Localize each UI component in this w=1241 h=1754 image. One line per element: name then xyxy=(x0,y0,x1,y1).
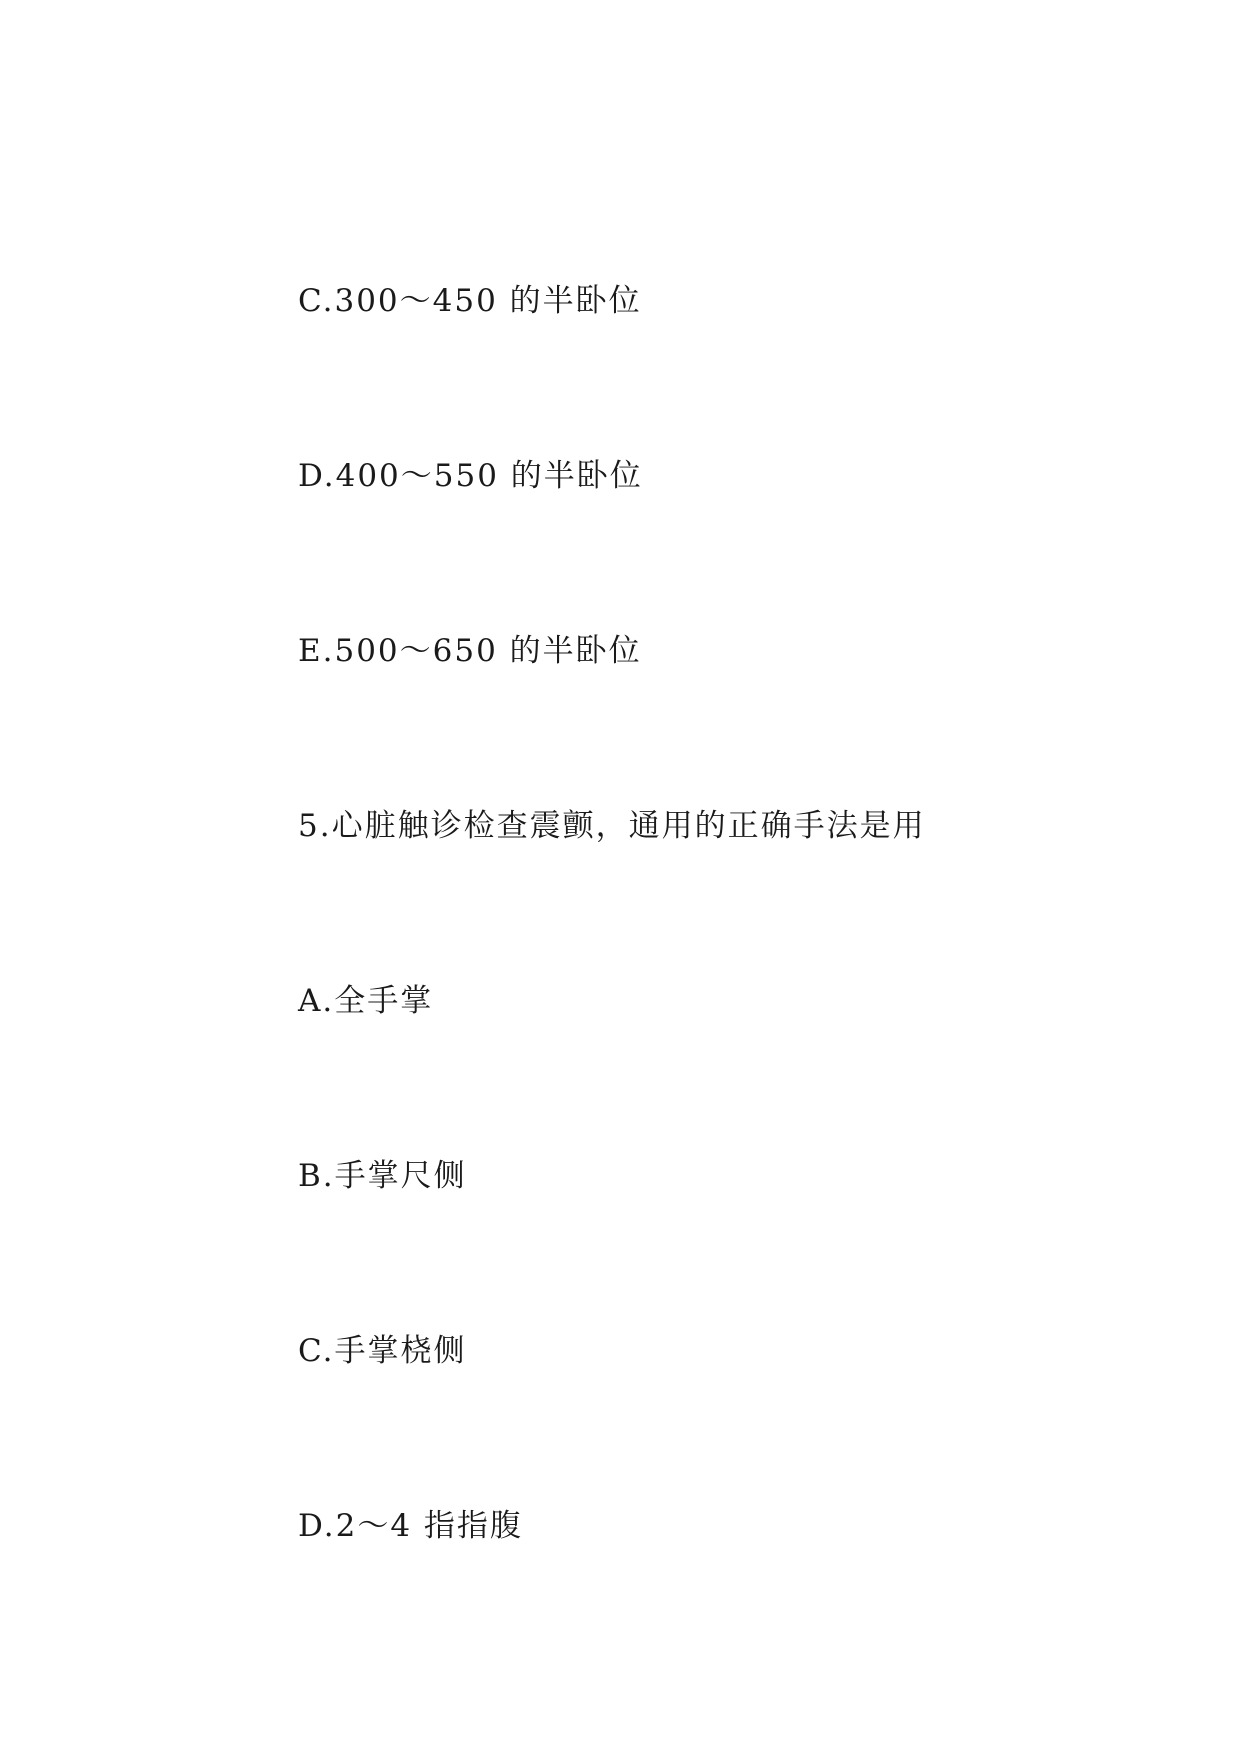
option-d: D.2～4 指指腹 xyxy=(298,1508,523,1544)
option-d-prev-question: D.400～550 的半卧位 xyxy=(298,458,643,494)
question-5-stem: 5.心脏触诊检查震颤，通用的正确手法是用 xyxy=(298,808,926,844)
option-e-prev-question: E.500～650 的半卧位 xyxy=(298,633,642,669)
option-a: A.全手掌 xyxy=(298,983,434,1019)
option-c-prev-question: C.300～450 的半卧位 xyxy=(298,283,642,319)
option-b: B.手掌尺侧 xyxy=(298,1158,467,1194)
option-c: C.手掌桡侧 xyxy=(298,1333,467,1369)
